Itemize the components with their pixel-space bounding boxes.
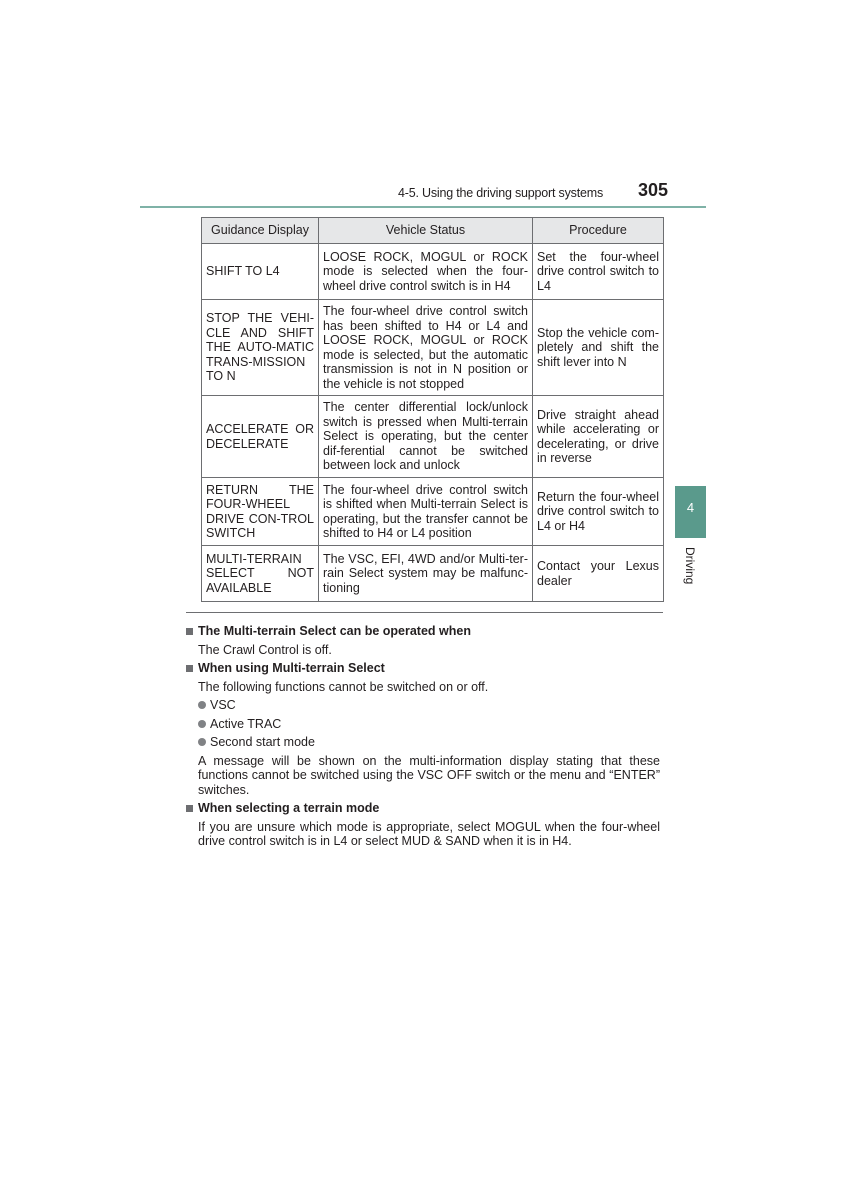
cell-procedure: Stop the vehicle com-pletely and shift the shift lever into N: [533, 300, 664, 396]
cell-status: The VSC, EFI, 4WD and/or Multi-ter-rain Select system may be malfunc-tioning: [319, 546, 533, 602]
note-text: If you are unsure which mode is appropriate, select MOGUL when the four-wheel drive control switch is in L4 or select MUD & SAND when it is in H4.: [198, 819, 660, 848]
cell-status: The center differential lock/unlock switch is pressed when Multi-terrain Select is operating, but the center dif-ferential cannot be switched between lock and unlock: [319, 396, 533, 478]
cell-display: MULTI-TERRAIN SELECT NOT AVAILABLE: [202, 546, 319, 602]
square-bullet-icon: [186, 628, 193, 635]
list-item-text: VSC: [210, 698, 236, 712]
guidance-table: [201, 217, 664, 602]
note-text: A message will be shown on the multi-information display stating that these functions cannot be switched using the VSC OFF switch or the menu and “ENTER” switches.: [198, 753, 660, 797]
list-item-text: Active TRAC: [210, 716, 282, 731]
note-heading: [186, 624, 660, 639]
note-heading-text: When selecting a terrain mode: [198, 801, 380, 815]
cell-display: STOP THE VEHI-CLE AND SHIFT THE AUTO-MATIC TRANS-MISSION TO N: [202, 300, 319, 396]
note-text: The following functions cannot be switched on or off.: [198, 679, 489, 694]
cell-procedure: Drive straight ahead while accelerating or decelerating, or drive in reverse: [533, 396, 664, 478]
notes-section: [186, 620, 660, 849]
header-vehicle-status: Vehicle Status: [319, 218, 533, 244]
header-rule: [140, 206, 706, 208]
cell-display: ACCELERATE OR DECELERATE: [202, 396, 319, 478]
cell-display: RETURN THE FOUR-WHEEL DRIVE CON-TROL SWITCH: [202, 478, 319, 546]
cell-procedure: Set the four-wheel drive control switch to L4: [533, 244, 664, 300]
list-item-text: Second start mode: [210, 735, 315, 749]
header-procedure: Procedure: [533, 218, 664, 244]
page-number: 305: [638, 180, 669, 200]
square-bullet-icon: [186, 805, 193, 812]
cell-procedure: Return the four-wheel drive control switch to L4 or H4: [533, 478, 664, 546]
cell-display: SHIFT TO L4: [202, 244, 319, 300]
table-row: [202, 300, 664, 396]
table-row: [202, 396, 664, 478]
table-row: [202, 546, 664, 602]
chapter-tab: 4: [675, 486, 706, 538]
chapter-label: [681, 547, 701, 607]
cell-status: LOOSE ROCK, MOGUL or ROCK mode is selected when the four-wheel drive control switch is in H4: [319, 244, 533, 300]
note-heading-text: When using Multi-terrain Select: [198, 661, 385, 675]
table-row: [202, 478, 664, 546]
circle-bullet-icon: [198, 738, 206, 746]
cell-status: The four-wheel drive control switch has been shifted to H4 or L4 and LOOSE ROCK, MOGUL or ROCK mode is selected, but the automatic transmission is not in N position or the vehicle is not stopped: [319, 300, 533, 396]
section-title: 4-5. Using the driving support systems: [398, 186, 603, 200]
cell-procedure: Contact your Lexus dealer: [533, 546, 664, 602]
chapter-label-text: Driving: [683, 547, 697, 585]
circle-bullet-icon: [198, 701, 206, 709]
cell-status: The four-wheel drive control switch is shifted when Multi-terrain Select is operating, but the transfer cannot be shifted to H4 or L4 position: [319, 478, 533, 546]
circle-bullet-icon: [198, 720, 206, 728]
header-guidance-display: Guidance Display: [202, 218, 319, 244]
square-bullet-icon: [186, 665, 193, 672]
note-heading: [186, 801, 660, 816]
list-item: [198, 735, 660, 750]
note-text: The Crawl Control is off.: [198, 642, 332, 657]
table-header-row: [202, 218, 664, 244]
note-heading: [186, 661, 660, 676]
list-item: [198, 698, 660, 713]
list-item: [198, 717, 660, 732]
note-heading-text: The Multi-terrain Select can be operated when: [198, 624, 471, 638]
table-row: [202, 244, 664, 300]
table-bottom-rule: [186, 612, 663, 613]
